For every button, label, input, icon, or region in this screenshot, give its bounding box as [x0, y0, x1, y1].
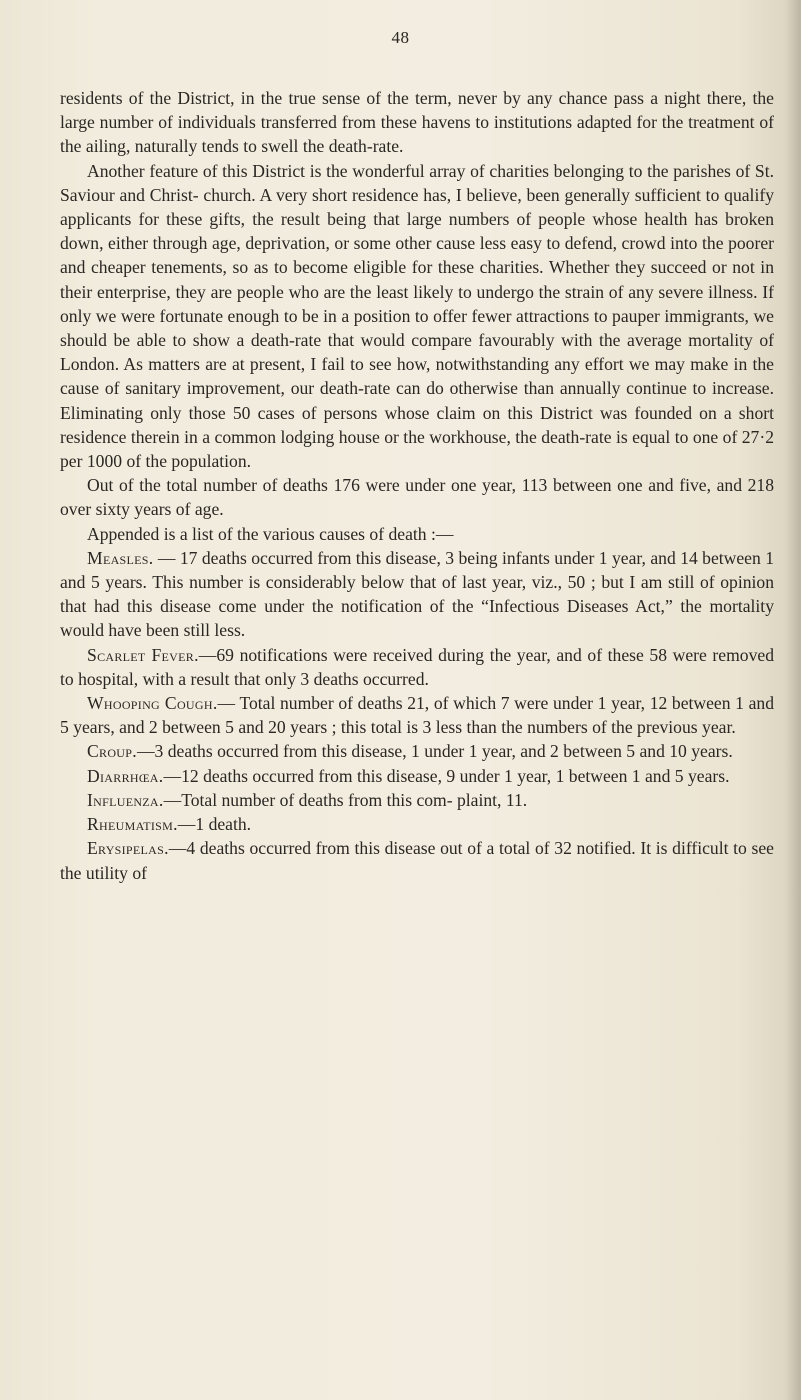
section-heading: Measles. — [87, 547, 154, 568]
section-heading: Rheumatism. — [87, 814, 178, 835]
paragraph-text: residents of the District, in the true sense of the term, never by any chance pass a night there, the large number of individuals transferred from these havens to institutions adapted for the treatment of the ailing, naturally tends to swell the death-rate. — [60, 88, 774, 157]
paragraph-measles — [60, 546, 774, 643]
paragraph-charities — [60, 159, 774, 474]
section-heading: Diarrhœa. — [87, 765, 164, 786]
paragraph-text: — 17 deaths occurred from this disease, 3 being infants under 1 year, and 14 between 1 and 5 years. This number is considerably below that of last year, viz., 50 ; but I am still of opinion that had this disease come under the notification of the “Infectious Diseases Act,” the mortality would have been still less. — [60, 547, 774, 641]
paragraph-causes-intro — [60, 522, 774, 546]
paragraph-erysipelas — [60, 836, 774, 884]
section-heading: Scarlet Fever. — [87, 644, 199, 665]
section-heading: Erysipelas. — [87, 838, 169, 859]
paragraph-whooping-cough — [60, 691, 774, 739]
paragraph-influenza — [60, 788, 774, 812]
paragraph-rheumatism — [60, 812, 774, 836]
paragraph-text: —1 death. — [177, 814, 252, 835]
page-edge-shadow — [785, 0, 801, 1400]
paragraph-text: —3 deaths occurred from this disease, 1 under 1 year, and 2 between 5 and 10 years. — [136, 741, 733, 762]
paragraph-continuation — [60, 86, 774, 159]
paragraph-text: — Total number of deaths 21, of which 7 were under 1 year, 12 between 1 and 5 years, and 2 between 5 and 20 years ; this total is 3 less than the numbers of the previous year. — [60, 693, 774, 738]
paragraph-text: Out of the total number of deaths 176 were under one year, 113 between one and five, and 218 over sixty years of age. — [60, 475, 774, 520]
paragraph-diarrhoea — [60, 764, 774, 788]
paragraph-text: —4 deaths occurred from this disease out of a total of 32 notified. It is difficult to see the utility of — [60, 838, 774, 883]
paragraph-text: —69 notifications were received during the year, and of these 58 were removed to hospital, with a result that only 3 deaths occurred. — [60, 644, 774, 689]
paragraph-text: Another feature of this District is the wonderful array of charities belonging to the parishes of St. Saviour and Christ- church. A very short residence has, I believe, been generally sufficient to qualify applicants for these gifts, the result being that large numbers of people whose health has broken down, either through age, deprivation, or some other cause less easy to defend, crowd into the poorer and cheaper tenements, so as to become eligible for these charities. Whether they succeed or not in their enterprise, they are people who are the least likely to undergo the strain of any severe illness. If only we were fortunate enough to be in a position to offer fewer attractions to pauper immigrants, we should be able to show a death-rate that would compare favourably with the average mortality of London. As matters are at present, I fail to see how, notwithstanding any effort we may make in the cause of sanitary improvement, our death-rate can do otherwise than annually continue to increase. Eliminating only those 50 cases of persons whose claim on this District was founded on a short residence therein in a common lodging house or the workhouse, the death-rate is equal to one of 27·2 per 1000 of the population. — [60, 160, 774, 472]
paragraph-text: Appended is a list of the various causes of death :— — [87, 523, 454, 544]
section-heading: Croup. — [87, 741, 137, 762]
page-number: 48 — [391, 28, 410, 47]
paragraph-text: —Total number of deaths from this com- plaint, 11. — [163, 789, 528, 810]
paragraph-age-deaths — [60, 473, 774, 521]
paragraph-croup — [60, 739, 774, 763]
paragraph-text: —12 deaths occurred from this disease, 9 under 1 year, 1 between 1 and 5 years. — [163, 765, 730, 786]
section-heading: Whooping Cough. — [87, 693, 218, 714]
body-text — [60, 86, 774, 885]
paragraph-scarlet-fever — [60, 643, 774, 691]
section-heading: Influenza. — [87, 789, 164, 810]
